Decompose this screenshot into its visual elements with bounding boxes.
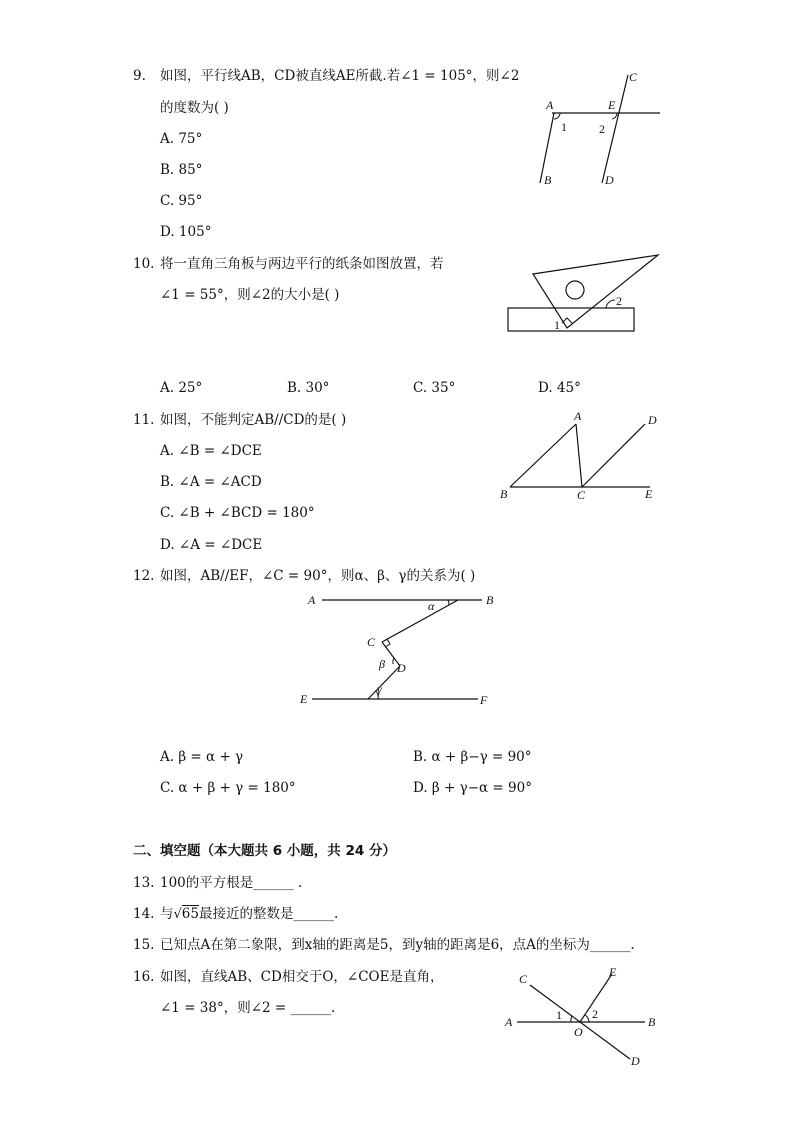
q12-label-a: A: [308, 593, 316, 607]
q9-option-d: D. 105°: [160, 224, 212, 240]
q12-label-alpha: α: [428, 599, 435, 613]
q16-label-b: B: [648, 1015, 656, 1029]
q11-label-b: B: [500, 487, 508, 501]
q12-option-a: A. β = α + γ: [160, 749, 244, 765]
q16-figure: [500, 962, 665, 1072]
q9-option-c: C. 95°: [160, 193, 203, 209]
q9-label-a: A: [546, 98, 554, 112]
q16-stem-line2: ∠1 = 38°，则∠2 = ______.: [160, 1000, 336, 1016]
q9-option-b: B. 85°: [160, 162, 203, 178]
q16-number: 16.: [133, 969, 155, 985]
q14-text: [160, 905, 338, 924]
q15-text: 已知点A在第二象限，到x轴的距离是5，到y轴的距离是6，点A的坐标为______.: [160, 937, 635, 953]
q12-figure: [300, 590, 500, 715]
q11-label-c: C: [577, 488, 586, 502]
q12-stem: 如图，AB//EF，∠C = 90°，则α、β、γ的关系为( ): [160, 568, 476, 584]
q11-label-e: E: [645, 487, 653, 501]
q12-label-gamma: γ: [377, 682, 382, 696]
q12-label-d: D: [397, 661, 406, 675]
q11-label-d: D: [648, 413, 657, 427]
q11-stem: 如图，不能判定AB//CD的是( ): [160, 412, 347, 428]
q15-number: 15.: [133, 937, 155, 953]
q16-label-d: D: [631, 1054, 640, 1068]
q12-number: 12.: [133, 568, 155, 584]
q10-option-d: D. 45°: [538, 380, 581, 396]
q12-label-c: C: [367, 635, 376, 649]
q14-text-before: 与: [160, 906, 174, 922]
q16-label-2: 2: [592, 1007, 598, 1021]
q9-label-1: 1: [561, 120, 567, 134]
q9-label-2: 2: [599, 122, 605, 136]
q11-figure: [495, 408, 670, 508]
q12-label-e: E: [300, 692, 308, 706]
q12-option-d: D. β + γ−α = 90°: [413, 780, 532, 796]
q9-number: 9.: [133, 68, 146, 84]
q11-option-d: D. ∠A = ∠DCE: [160, 537, 263, 553]
q11-number: 11.: [133, 412, 155, 428]
q9-figure: [530, 65, 670, 195]
q11-option-c: C. ∠B + ∠BCD = 180°: [160, 505, 315, 521]
q12-label-b: B: [486, 593, 494, 607]
q12-label-beta: β: [379, 657, 385, 671]
q14-radicand: 65: [181, 906, 199, 922]
q9-option-a: A. 75°: [160, 131, 203, 147]
q10-stem-line1: 将一直角三角板与两边平行的纸条如图放置，若: [160, 256, 444, 272]
q10-option-c: C. 35°: [413, 380, 456, 396]
q11-option-a: A. ∠B = ∠DCE: [160, 443, 262, 459]
q9-label-e: E: [608, 98, 616, 112]
q14-text-after: 最接近的整数是______.: [198, 906, 339, 922]
q9-label-b: B: [544, 173, 552, 187]
q10-stem-line2: ∠1 = 55°，则∠2的大小是( ): [160, 287, 340, 303]
q16-label-e: E: [609, 965, 617, 979]
q13-text: 100的平方根是______ .: [160, 875, 303, 891]
q10-number: 10.: [133, 256, 155, 272]
q9-stem-line1: 如图，平行线AB，CD被直线AE所截.若∠1 = 105°，则∠2: [160, 68, 520, 84]
q16-label-c: C: [519, 972, 528, 986]
q13-number: 13.: [133, 875, 155, 891]
sqrt-symbol: √: [173, 907, 182, 922]
q16-label-a: A: [505, 1015, 513, 1029]
q9-label-d: D: [605, 173, 614, 187]
q9-label-c: C: [629, 70, 638, 84]
q16-label-o: O: [574, 1025, 583, 1039]
q10-label-2: 2: [616, 294, 622, 308]
q16-label-1: 1: [556, 1008, 562, 1022]
q16-stem-line1: 如图，直线AB、CD相交于O，∠COE是直角，: [160, 969, 444, 985]
q10-option-b: B. 30°: [287, 380, 330, 396]
q10-label-1: 1: [554, 318, 560, 332]
q10-option-a: A. 25°: [160, 380, 203, 396]
q11-option-b: B. ∠A = ∠ACD: [160, 474, 262, 490]
q10-figure: [505, 252, 665, 337]
q12-option-b: B. α + β−γ = 90°: [413, 749, 532, 765]
q9-stem-line2: 的度数为( ): [160, 100, 229, 116]
q11-label-a: A: [574, 409, 582, 423]
q12-option-c: C. α + β + γ = 180°: [160, 780, 296, 796]
q14-number: 14.: [133, 906, 155, 922]
q12-label-f: F: [480, 693, 488, 707]
section-title-fill-in: 二、填空题（本大题共 6 小题，共 24 分）: [133, 843, 396, 859]
